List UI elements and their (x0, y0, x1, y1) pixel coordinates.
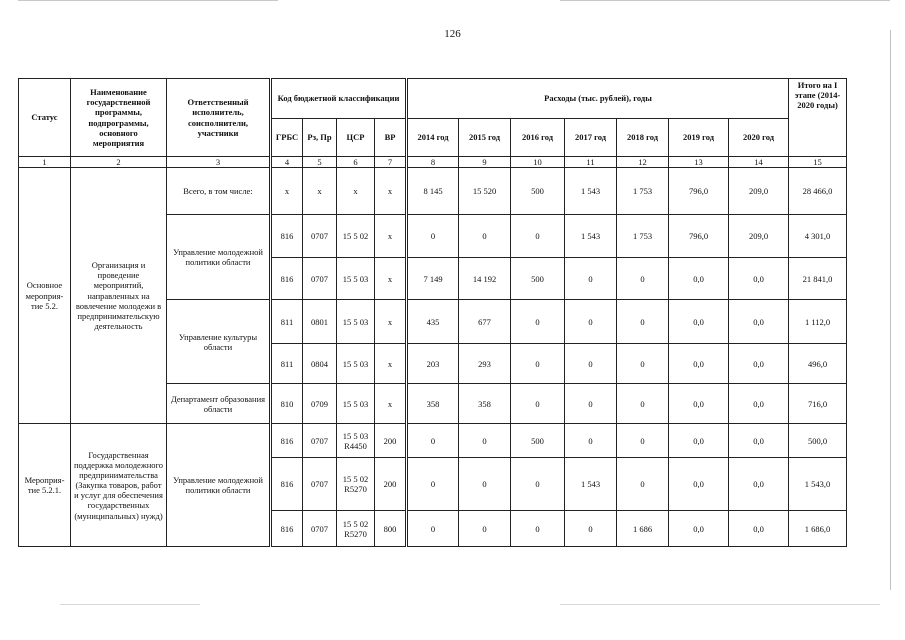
cell: 811 (271, 344, 303, 384)
cell: 0 (511, 511, 565, 547)
header-2014: 2014 год (407, 119, 459, 157)
cell: х (375, 258, 407, 300)
cell: 0,0 (729, 424, 789, 458)
cell: 816 (271, 215, 303, 258)
cell: 0,0 (669, 458, 729, 511)
cell: 0707 (303, 511, 337, 547)
cell: 209,0 (729, 168, 789, 215)
cell: 0 (617, 458, 669, 511)
cell: 0,0 (729, 300, 789, 344)
cell: 0,0 (669, 511, 729, 547)
cell: 0,0 (669, 344, 729, 384)
header-budget-code: Код бюджетной классификации (271, 79, 407, 119)
column-number: 6 (337, 157, 375, 168)
header-csr: ЦСР (337, 119, 375, 157)
column-number: 7 (375, 157, 407, 168)
cell: 1 543 (565, 458, 617, 511)
cell: 15 5 02 (337, 215, 375, 258)
cell: 816 (271, 511, 303, 547)
cell: 435 (407, 300, 459, 344)
cell: 28 466,0 (789, 168, 847, 215)
cell: 21 841,0 (789, 258, 847, 300)
cell: 0 (617, 424, 669, 458)
cell: 7 149 (407, 258, 459, 300)
cell: 15 5 03 (337, 384, 375, 424)
cell: х (337, 168, 375, 215)
cell: 1 686,0 (789, 511, 847, 547)
cell: 0,0 (669, 384, 729, 424)
cell: 1 686 (617, 511, 669, 547)
cell: 200 (375, 458, 407, 511)
bottom-rule-left (60, 604, 200, 605)
cell: 358 (459, 384, 511, 424)
row-executor: Управление культуры области (167, 300, 271, 384)
cell: 358 (407, 384, 459, 424)
scan-mark (890, 30, 891, 590)
cell: 15 5 03 (337, 300, 375, 344)
cell: 15 5 03 (337, 344, 375, 384)
cell: 4 301,0 (789, 215, 847, 258)
cell: 0 (617, 258, 669, 300)
cell: 0 (565, 300, 617, 344)
cell: 293 (459, 344, 511, 384)
header-total: Итого на I этапе (2014-2020 годы) (789, 79, 847, 157)
bottom-rule-right (560, 604, 880, 605)
cell: 0 (407, 511, 459, 547)
column-number: 2 (71, 157, 167, 168)
header-vr: ВР (375, 119, 407, 157)
column-number: 10 (511, 157, 565, 168)
cell: 0 (511, 344, 565, 384)
cell: 1 753 (617, 168, 669, 215)
cell: 15 5 02 R5270 (337, 511, 375, 547)
column-number: 1 (19, 157, 71, 168)
cell: 0,0 (729, 384, 789, 424)
cell: 0 (565, 344, 617, 384)
cell: 500 (511, 168, 565, 215)
cell: 209,0 (729, 215, 789, 258)
cell: 796,0 (669, 168, 729, 215)
cell: 496,0 (789, 344, 847, 384)
cell: 0 (459, 424, 511, 458)
budget-table (18, 78, 847, 547)
top-rule-right (560, 0, 890, 1)
header-2017: 2017 год (565, 119, 617, 157)
cell: х (375, 168, 407, 215)
cell: х (375, 300, 407, 344)
header-status: Статус (19, 79, 71, 157)
cell: 200 (375, 424, 407, 458)
cell: 0707 (303, 458, 337, 511)
cell: 0 (565, 258, 617, 300)
cell: 1 543 (565, 215, 617, 258)
cell: 677 (459, 300, 511, 344)
budget-table-container (18, 78, 847, 547)
column-number: 14 (729, 157, 789, 168)
header-executor: Ответственный исполнитель, соисполнители, участники (167, 79, 271, 157)
cell: 0,0 (729, 258, 789, 300)
cell: 0804 (303, 344, 337, 384)
cell: 0 (407, 424, 459, 458)
column-number: 4 (271, 157, 303, 168)
row-executor: Управление молодежной политики области (167, 215, 271, 300)
cell: 0 (617, 344, 669, 384)
cell: х (375, 344, 407, 384)
cell: 0707 (303, 424, 337, 458)
cell: 1 543 (565, 168, 617, 215)
cell: 1 543,0 (789, 458, 847, 511)
page-number: 126 (444, 28, 461, 40)
column-number: 15 (789, 157, 847, 168)
cell: х (303, 168, 337, 215)
cell: 0 (459, 215, 511, 258)
cell: х (271, 168, 303, 215)
cell: 1 753 (617, 215, 669, 258)
cell: 0 (565, 424, 617, 458)
cell: 0 (617, 300, 669, 344)
cell: 0 (407, 458, 459, 511)
cell: 0 (459, 458, 511, 511)
cell: 816 (271, 424, 303, 458)
row-status: Мероприя-тие 5.2.1. (19, 424, 71, 547)
cell: 15 5 03 (337, 258, 375, 300)
column-number-row (19, 157, 847, 168)
column-number: 13 (669, 157, 729, 168)
header-2016: 2016 год (511, 119, 565, 157)
cell: х (375, 215, 407, 258)
column-number: 11 (565, 157, 617, 168)
cell: 0,0 (729, 511, 789, 547)
cell: 0 (617, 384, 669, 424)
cell: 0 (407, 215, 459, 258)
cell: 0 (511, 215, 565, 258)
row-executor-total: Всего, в том числе: (167, 168, 271, 215)
top-rule-left (18, 0, 278, 1)
header-2020: 2020 год (729, 119, 789, 157)
row-executor: Департамент образования области (167, 384, 271, 424)
row-status: Основное мероприя-тие 5.2. (19, 168, 71, 424)
cell: 0801 (303, 300, 337, 344)
cell: 0 (511, 384, 565, 424)
header-2019: 2019 год (669, 119, 729, 157)
table-row (19, 424, 847, 458)
cell: 816 (271, 458, 303, 511)
cell: 716,0 (789, 384, 847, 424)
cell: 15 5 03 R4450 (337, 424, 375, 458)
cell: 0 (565, 511, 617, 547)
cell: 0 (459, 511, 511, 547)
cell: 0,0 (729, 344, 789, 384)
header-rzpr: Рз, Пр (303, 119, 337, 157)
cell: 0707 (303, 215, 337, 258)
header-2018: 2018 год (617, 119, 669, 157)
cell: 796,0 (669, 215, 729, 258)
column-number: 8 (407, 157, 459, 168)
cell: 8 145 (407, 168, 459, 215)
row-executor: Управление молодежной политики области (167, 424, 271, 547)
cell: 0709 (303, 384, 337, 424)
cell: 816 (271, 258, 303, 300)
header-row-1 (19, 79, 847, 119)
cell: 810 (271, 384, 303, 424)
header-2015: 2015 год (459, 119, 511, 157)
cell: 500 (511, 424, 565, 458)
cell: 15 520 (459, 168, 511, 215)
header-expenses: Расходы (тыс. рублей), годы (407, 79, 789, 119)
cell: 811 (271, 300, 303, 344)
cell: 500,0 (789, 424, 847, 458)
column-number: 9 (459, 157, 511, 168)
cell: 0,0 (669, 300, 729, 344)
cell: 500 (511, 258, 565, 300)
header-grbs: ГРБС (271, 119, 303, 157)
cell: х (375, 384, 407, 424)
cell: 0707 (303, 258, 337, 300)
cell: 15 5 02 R5270 (337, 458, 375, 511)
cell: 14 192 (459, 258, 511, 300)
cell: 0,0 (669, 258, 729, 300)
cell: 0 (511, 458, 565, 511)
cell: 1 112,0 (789, 300, 847, 344)
header-name: Наименование государственной программы, подпрограммы, основного мероприятия (71, 79, 167, 157)
column-number: 3 (167, 157, 271, 168)
cell: 0,0 (729, 458, 789, 511)
cell: 203 (407, 344, 459, 384)
column-number: 5 (303, 157, 337, 168)
cell: 0 (565, 384, 617, 424)
cell: 0,0 (669, 424, 729, 458)
cell: 800 (375, 511, 407, 547)
column-number: 12 (617, 157, 669, 168)
table-row (19, 168, 847, 215)
row-name: Государственная поддержка молодежного предпринимательства (Закупка товаров, работ и услуг для обеспечения государственных (муниципальных) нужд) (71, 424, 167, 547)
row-name: Организация и проведение мероприятий, направленных на вовлечение молодежи в предпринимательскую деятельность (71, 168, 167, 424)
cell: 0 (511, 300, 565, 344)
